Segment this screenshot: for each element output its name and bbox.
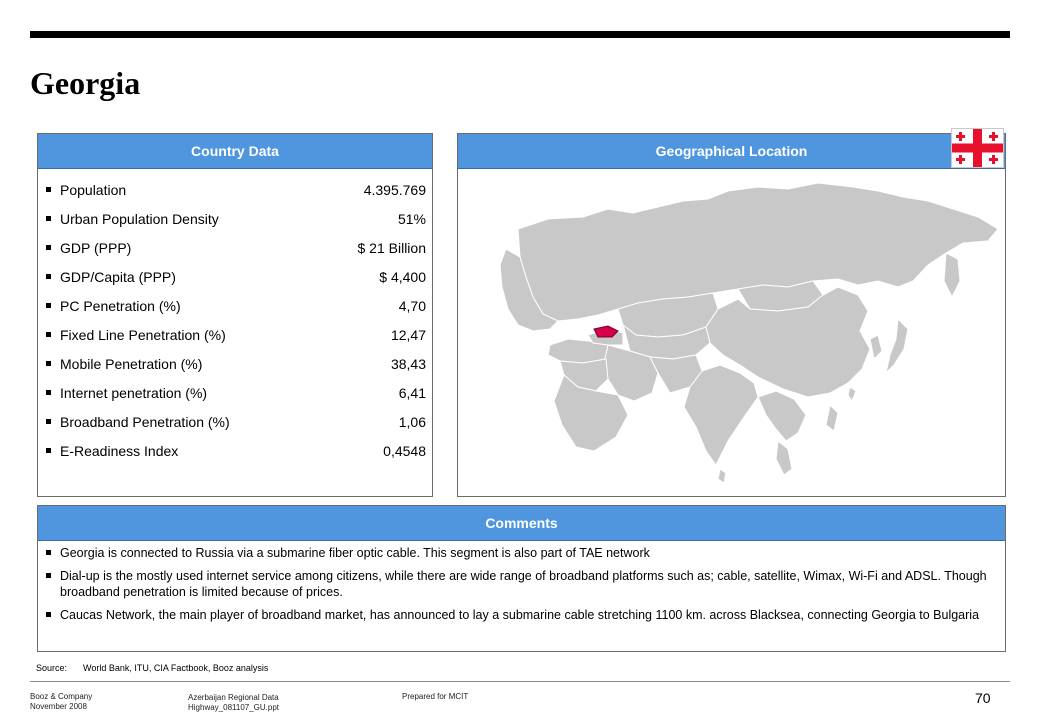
footer-doc-line1: Azerbaijan Regional Data [188,693,279,702]
country-data-row [38,291,432,320]
country-data-label: Fixed Line Penetration (%) [60,326,226,343]
asia-map-svg [458,169,1005,496]
country-data-row [38,407,432,436]
comment-text: Caucas Network, the main player of broadband market, has announced to lay a submarine cable stretching 1100 km. across Blacksea, connecting Georgia to Bulgaria [60,608,980,622]
map-region-kamchatka [944,253,960,297]
country-data-row [38,349,432,378]
square-bullet-icon [46,303,51,308]
comment-item [46,568,997,600]
square-bullet-icon [46,216,51,221]
comments-panel [37,505,1006,652]
square-bullet-icon [46,448,51,453]
country-data-panel [37,133,433,497]
top-rule [30,31,1010,38]
country-data-row [38,204,432,233]
map-region-korea [870,335,882,359]
country-data-value: 4,70 [398,297,426,314]
map-region-southeast-asia [758,391,806,441]
square-bullet-icon [46,187,51,192]
country-data-value: 12,47 [390,326,426,343]
country-data-value: 0,4548 [383,442,426,459]
country-data-value: $ 21 Billion [357,239,426,256]
country-data-list [38,169,432,465]
footer-rule [30,681,1010,682]
country-data-value: 38,43 [390,355,426,372]
footer-date: November 2008 [30,702,87,711]
square-bullet-icon [46,573,51,578]
comments-header: Comments [38,506,1005,541]
country-data-label: Urban Population Density [60,210,219,227]
country-data-label: Population [60,181,127,198]
comment-text: Georgia is connected to Russia via a submarine fiber optic cable. This segment is also part of TAE network [60,546,650,560]
country-data-row [38,320,432,349]
square-bullet-icon [46,390,51,395]
source-label: Source: [36,663,68,673]
country-data-label: Internet penetration (%) [60,384,208,401]
source-text: World Bank, ITU, CIA Factbook, Booz analysis [83,663,269,673]
country-data-value: 51% [397,210,426,227]
map-region-taiwan [848,387,856,401]
square-bullet-icon [46,419,51,424]
country-data-row [38,175,432,204]
country-data-row [38,233,432,262]
map-region-sri-lanka [718,469,726,483]
square-bullet-icon [46,332,51,337]
country-data-header: Country Data [38,134,432,169]
footer-doc-line2: Highway_081107_GU.ppt [188,703,280,712]
footer-company-block [30,692,92,712]
geo-location-panel [457,133,1006,497]
comment-item [46,545,997,561]
page-number: 70 [975,690,991,706]
footer-prepared: Prepared for MCIT [402,692,469,701]
country-data-value: $ 4,400 [379,268,426,285]
country-data-value: 1,06 [398,413,426,430]
georgia-flag-icon [951,128,1004,168]
asia-map [458,169,1005,496]
country-data-label: Broadband Penetration (%) [60,413,230,430]
country-data-row [38,262,432,291]
country-data-value: 6,41 [398,384,426,401]
footer-company: Booz & Company [30,692,93,701]
comments-list [38,541,1005,623]
map-region-japan [886,319,908,373]
comment-text: Dial-up is the mostly used internet service among citizens, while there are wide range of broadband platforms such as; cable, satellite, Wimax, Wi-Fi and ADSL. Though broadband penetration is limited because of prices. [60,569,987,599]
page-title: Georgia [30,65,141,101]
map-region-malay [776,441,792,475]
square-bullet-icon [46,245,51,250]
country-data-label: GDP (PPP) [60,239,132,256]
geo-location-header: Geographical Location [458,134,1005,169]
square-bullet-icon [46,612,51,617]
source-note [36,663,268,673]
comment-item [46,607,997,623]
country-data-value: 4.395.769 [363,181,426,198]
square-bullet-icon [46,274,51,279]
square-bullet-icon [46,550,51,555]
square-bullet-icon [46,361,51,366]
country-data-label: Mobile Penetration (%) [60,355,203,372]
map-region-philippines [826,405,838,431]
country-data-label: GDP/Capita (PPP) [60,268,176,285]
map-region-india [684,365,758,465]
country-data-label: E-Readiness Index [60,442,179,459]
country-data-row [38,378,432,407]
footer-doc-block [188,693,279,713]
country-data-label: PC Penetration (%) [60,297,181,314]
country-data-row [38,436,432,465]
georgia-flag-svg [952,129,1003,167]
